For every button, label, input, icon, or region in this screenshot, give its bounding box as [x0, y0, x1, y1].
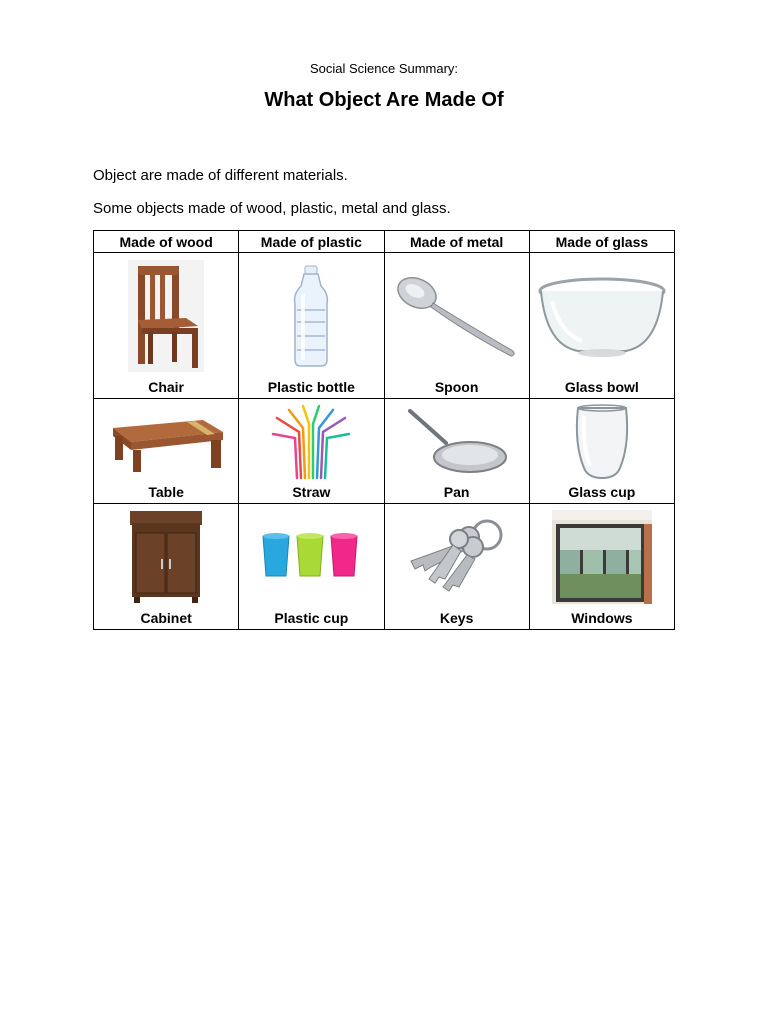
spoon-icon	[395, 271, 519, 361]
item-label: Spoon	[434, 379, 479, 395]
item-label: Windows	[571, 610, 633, 626]
keys-icon	[403, 517, 511, 597]
table-cell	[384, 504, 529, 630]
item-label: Glass cup	[568, 484, 636, 500]
table-cell	[94, 504, 239, 630]
item-label: Cabinet	[140, 610, 192, 626]
table-row	[94, 253, 675, 399]
table-cell	[384, 253, 529, 399]
intro-line-1: Object are made of different materials.	[93, 167, 348, 184]
column-header-plastic: Made of plastic	[239, 231, 384, 253]
wooden-table-icon	[107, 410, 225, 474]
column-header-glass: Made of glass	[529, 231, 674, 253]
column-header-metal: Made of metal	[384, 231, 529, 253]
item-label: Plastic cup	[274, 610, 349, 626]
pan-icon	[406, 407, 508, 477]
document-title: What Object Are Made Of	[264, 89, 504, 111]
plastic-cups-icon	[261, 532, 361, 582]
table-row	[94, 399, 675, 504]
windows-icon	[552, 510, 652, 604]
table-cell	[529, 399, 674, 504]
table-cell	[94, 253, 239, 399]
table-cell	[529, 253, 674, 399]
item-label: Pan	[443, 484, 470, 500]
wooden-chair-icon	[128, 260, 204, 372]
item-label: Glass bowl	[564, 379, 639, 395]
cabinet-icon	[126, 509, 206, 605]
straws-icon	[271, 404, 351, 480]
table-cell	[94, 399, 239, 504]
item-label: Keys	[439, 610, 474, 626]
table-cell	[384, 399, 529, 504]
table-cell	[239, 399, 384, 504]
item-label: Chair	[148, 379, 185, 395]
intro-line-2: Some objects made of wood, plastic, metal and glass.	[93, 200, 451, 217]
item-label: Table	[148, 484, 184, 500]
table-cell	[239, 504, 384, 630]
table-header-row	[94, 231, 675, 253]
item-label: Straw	[292, 484, 331, 500]
materials-table	[93, 230, 675, 630]
glass-bowl-icon	[538, 271, 666, 361]
table-row	[94, 504, 675, 630]
table-cell	[239, 253, 384, 399]
table-cell	[529, 504, 674, 630]
document-subtitle: Social Science Summary:	[309, 61, 459, 76]
plastic-bottle-icon	[289, 264, 333, 368]
column-header-wood: Made of wood	[94, 231, 239, 253]
item-label: Plastic bottle	[267, 379, 355, 395]
glass-cup-icon	[572, 404, 632, 480]
